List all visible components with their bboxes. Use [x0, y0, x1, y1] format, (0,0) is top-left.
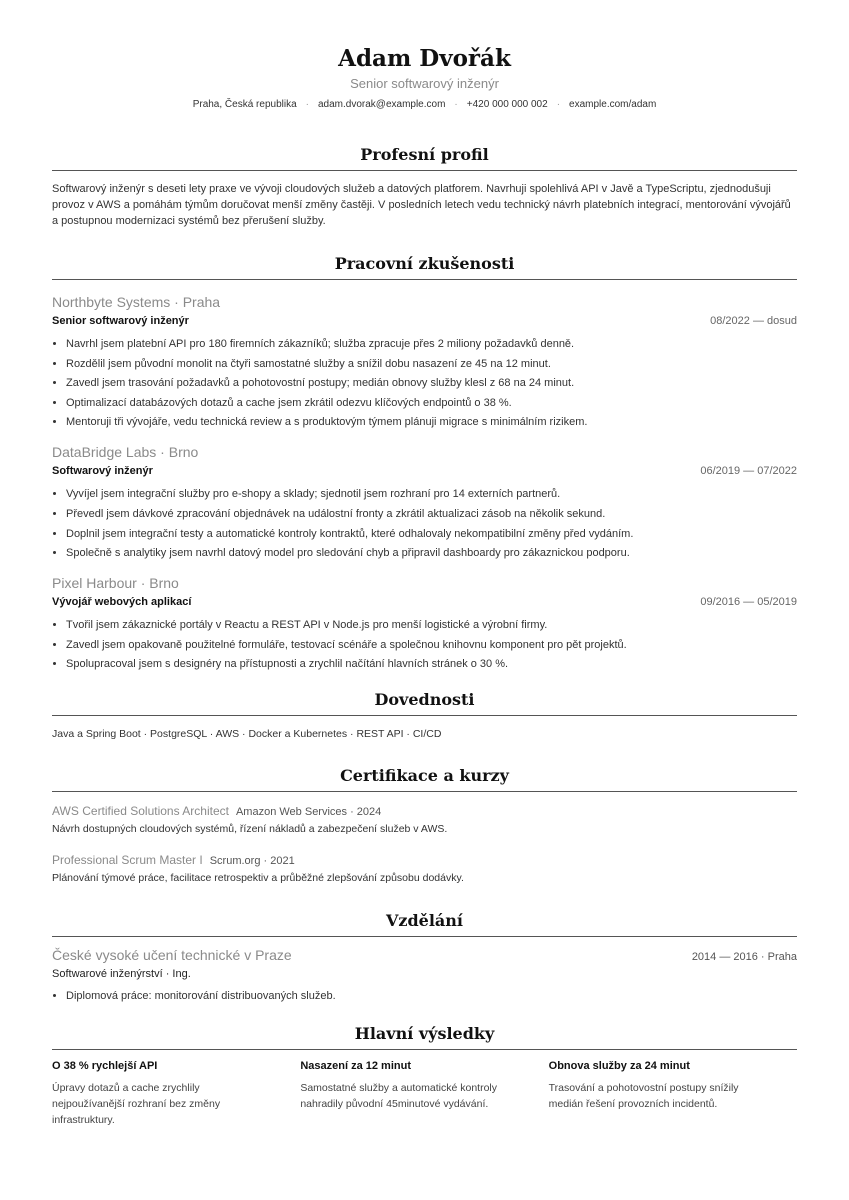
section-title-profile: Profesní profil — [52, 145, 797, 171]
job-dates: 09/2016 — 05/2019 — [700, 596, 797, 609]
section-title-education: Vzdělání — [52, 911, 797, 937]
job-bullet: • Zavedl jsem opakovaně použitelné formuláře, testovací scénáře a společnou knihovnu komponent pro pět projektů. — [66, 638, 797, 653]
result-card — [300, 1059, 548, 1128]
result-title: O 38 % rychlejší API — [52, 1060, 158, 1073]
experience-section — [52, 254, 797, 672]
contact-separator: · — [454, 99, 458, 110]
certification-name: Professional Scrum Master I — [52, 853, 203, 868]
school-name: České vysoké učení technické v Praze — [52, 947, 292, 964]
job-bullet: • Navrhl jsem platební API pro 180 firemních zákazníků; služba zpracuje přes 2 miliony požadavků denně. — [66, 337, 797, 352]
job-bullet: • Doplnil jsem integrační testy a automatické kontroly kontraktů, které odhalovaly nekompatibilní změny před vydáním. — [66, 527, 797, 542]
certification-entry — [52, 803, 797, 837]
job-bullet: • Převedl jsem dávkové zpracování objednávek na událostní fronty a zkrátil aktualizaci zásob na několik sekund. — [66, 507, 797, 522]
contact-line — [52, 98, 797, 112]
job-role: Softwarový inženýr — [52, 465, 153, 478]
result-description: Samostatné služby a automatické kontroly nahradily původní 45minutové vydávání. — [300, 1082, 498, 1111]
results-section — [52, 1024, 797, 1128]
certification-issuer: Scrum.org · 2021 — [209, 855, 295, 868]
job-entry — [52, 293, 797, 430]
result-description: Úpravy dotazů a cache zrychlily nejpoužívanější rozhraní bez změny infrastruktury. — [52, 1082, 221, 1127]
job-bullet: • Optimalizací databázových dotazů a cache jsem zkrátil odezvu klíčových endpointů o 38 %. — [66, 396, 797, 411]
job-company: Pixel Harbour · Brno — [52, 575, 179, 592]
job-company: DataBridge Labs · Brno — [52, 444, 199, 461]
contact-website: example.com/adam — [569, 99, 657, 110]
job-bullet: • Společně s analytiky jsem navrhl datový model pro sledování chyb a připravil dashboardy pro zákaznickou podporu. — [66, 546, 797, 561]
job-dates: 08/2022 — dosud — [710, 315, 797, 327]
certification-entry — [52, 852, 797, 886]
job-company: Northbyte Systems · Praha — [52, 294, 221, 310]
contact-location: Praha, Česká republika — [192, 99, 297, 110]
section-title-certifications: Certifikace a kurzy — [52, 766, 797, 792]
job-entry — [52, 574, 797, 672]
job-dates: 06/2019 — 07/2022 — [700, 465, 797, 478]
candidate-name: Adam Dvořák — [338, 45, 511, 72]
education-section — [52, 911, 797, 1004]
job-bullet: • Tvořil jsem zákaznické portály v Reactu a REST API v Node.js pro menší logistické a výrobní firmy. — [66, 618, 797, 633]
job-bullet: • Zavedl jsem trasování požadavků a pohotovostní postupy; medián obnovy služby klesl z 68 na 24 minut. — [66, 376, 797, 391]
contact-email: adam.dvorak@example.com — [317, 99, 446, 110]
degree: Softwarové inženýrství · Ing. — [52, 968, 191, 981]
education-dates: 2014 — 2016 · Praha — [691, 951, 797, 964]
job-role: Senior softwarový inženýr — [52, 315, 189, 327]
contact-separator: · — [305, 99, 309, 110]
result-title: Nasazení za 12 minut — [300, 1060, 411, 1073]
skills-section — [52, 690, 797, 742]
candidate-headline: Senior softwarový inženýr — [350, 76, 499, 91]
certification-issuer: Amazon Web Services · 2024 — [235, 806, 382, 819]
certification-description: Návrh dostupných cloudových systémů, řízení nákladů a zabezpečení služeb v AWS. — [52, 823, 448, 836]
section-title-skills: Dovednosti — [52, 690, 797, 716]
result-card — [549, 1059, 797, 1128]
education-bullet: • Diplomová práce: monitorování distribuovaných služeb. — [66, 989, 797, 1004]
result-title: Obnova služby za 24 minut — [548, 1060, 690, 1073]
job-bullet: • Mentoruji tři vývojáře, vedu technická review a s produktovým týmem plánuji migrace s minimálním rizikem. — [66, 415, 797, 430]
certification-description: Plánování týmové práce, facilitace retrospektiv a průběžné zlepšování způsobu dodávky. — [52, 872, 464, 885]
job-bullet: • Vyvíjel jsem integrační služby pro e-shopy a sklady; sjednotil jsem rozhraní pro 14 externích partnerů. — [66, 487, 797, 502]
result-description: Trasování a pohotovostní postupy snížily medián řešení provozních incidentů. — [548, 1082, 739, 1111]
contact-separator: · — [556, 99, 561, 110]
job-bullets — [52, 487, 797, 561]
certification-name: AWS Certified Solutions Architect — [52, 804, 229, 819]
result-card — [52, 1059, 300, 1128]
skills-list: Java a Spring Boot · PostgreSQL · AWS · Docker a Kubernetes · REST API · CI/CD — [52, 728, 442, 741]
resume-header — [52, 0, 797, 112]
job-bullet: • Rozdělil jsem původní monolit na čtyři samostatné služby a snížil dobu nasazení ze 45 na 12 minut. — [66, 357, 797, 372]
job-role: Vývojář webových aplikací — [52, 596, 192, 609]
section-title-experience: Pracovní zkušenosti — [52, 254, 797, 280]
job-bullets — [52, 337, 797, 430]
job-entry — [52, 443, 797, 561]
job-bullet: • Spolupracoval jsem s designéry na přístupnosti a zrychlil načítání hlavních stránek o 30 %. — [66, 657, 797, 672]
profile-summary: Softwarový inženýr s deseti lety praxe ve vývoji cloudových služeb a datových platforem. Navrhuji spolehlivá API v Javě a TypeScriptu, zjednodušuji provoz v AWS a pomáhám týmům doručovat menší změny častěji. V posledních letech vedu technický návrh platebních integrací, mentorování vývojářů a postupnou modernizaci systémů bez přerušení služby. — [52, 183, 791, 227]
job-bullets — [52, 618, 797, 672]
education-bullets — [52, 989, 797, 1004]
profile-section — [52, 145, 797, 229]
section-title-results: Hlavní výsledky — [52, 1024, 797, 1050]
certifications-section — [52, 766, 797, 886]
contact-phone: +420 000 000 002 — [466, 99, 548, 110]
